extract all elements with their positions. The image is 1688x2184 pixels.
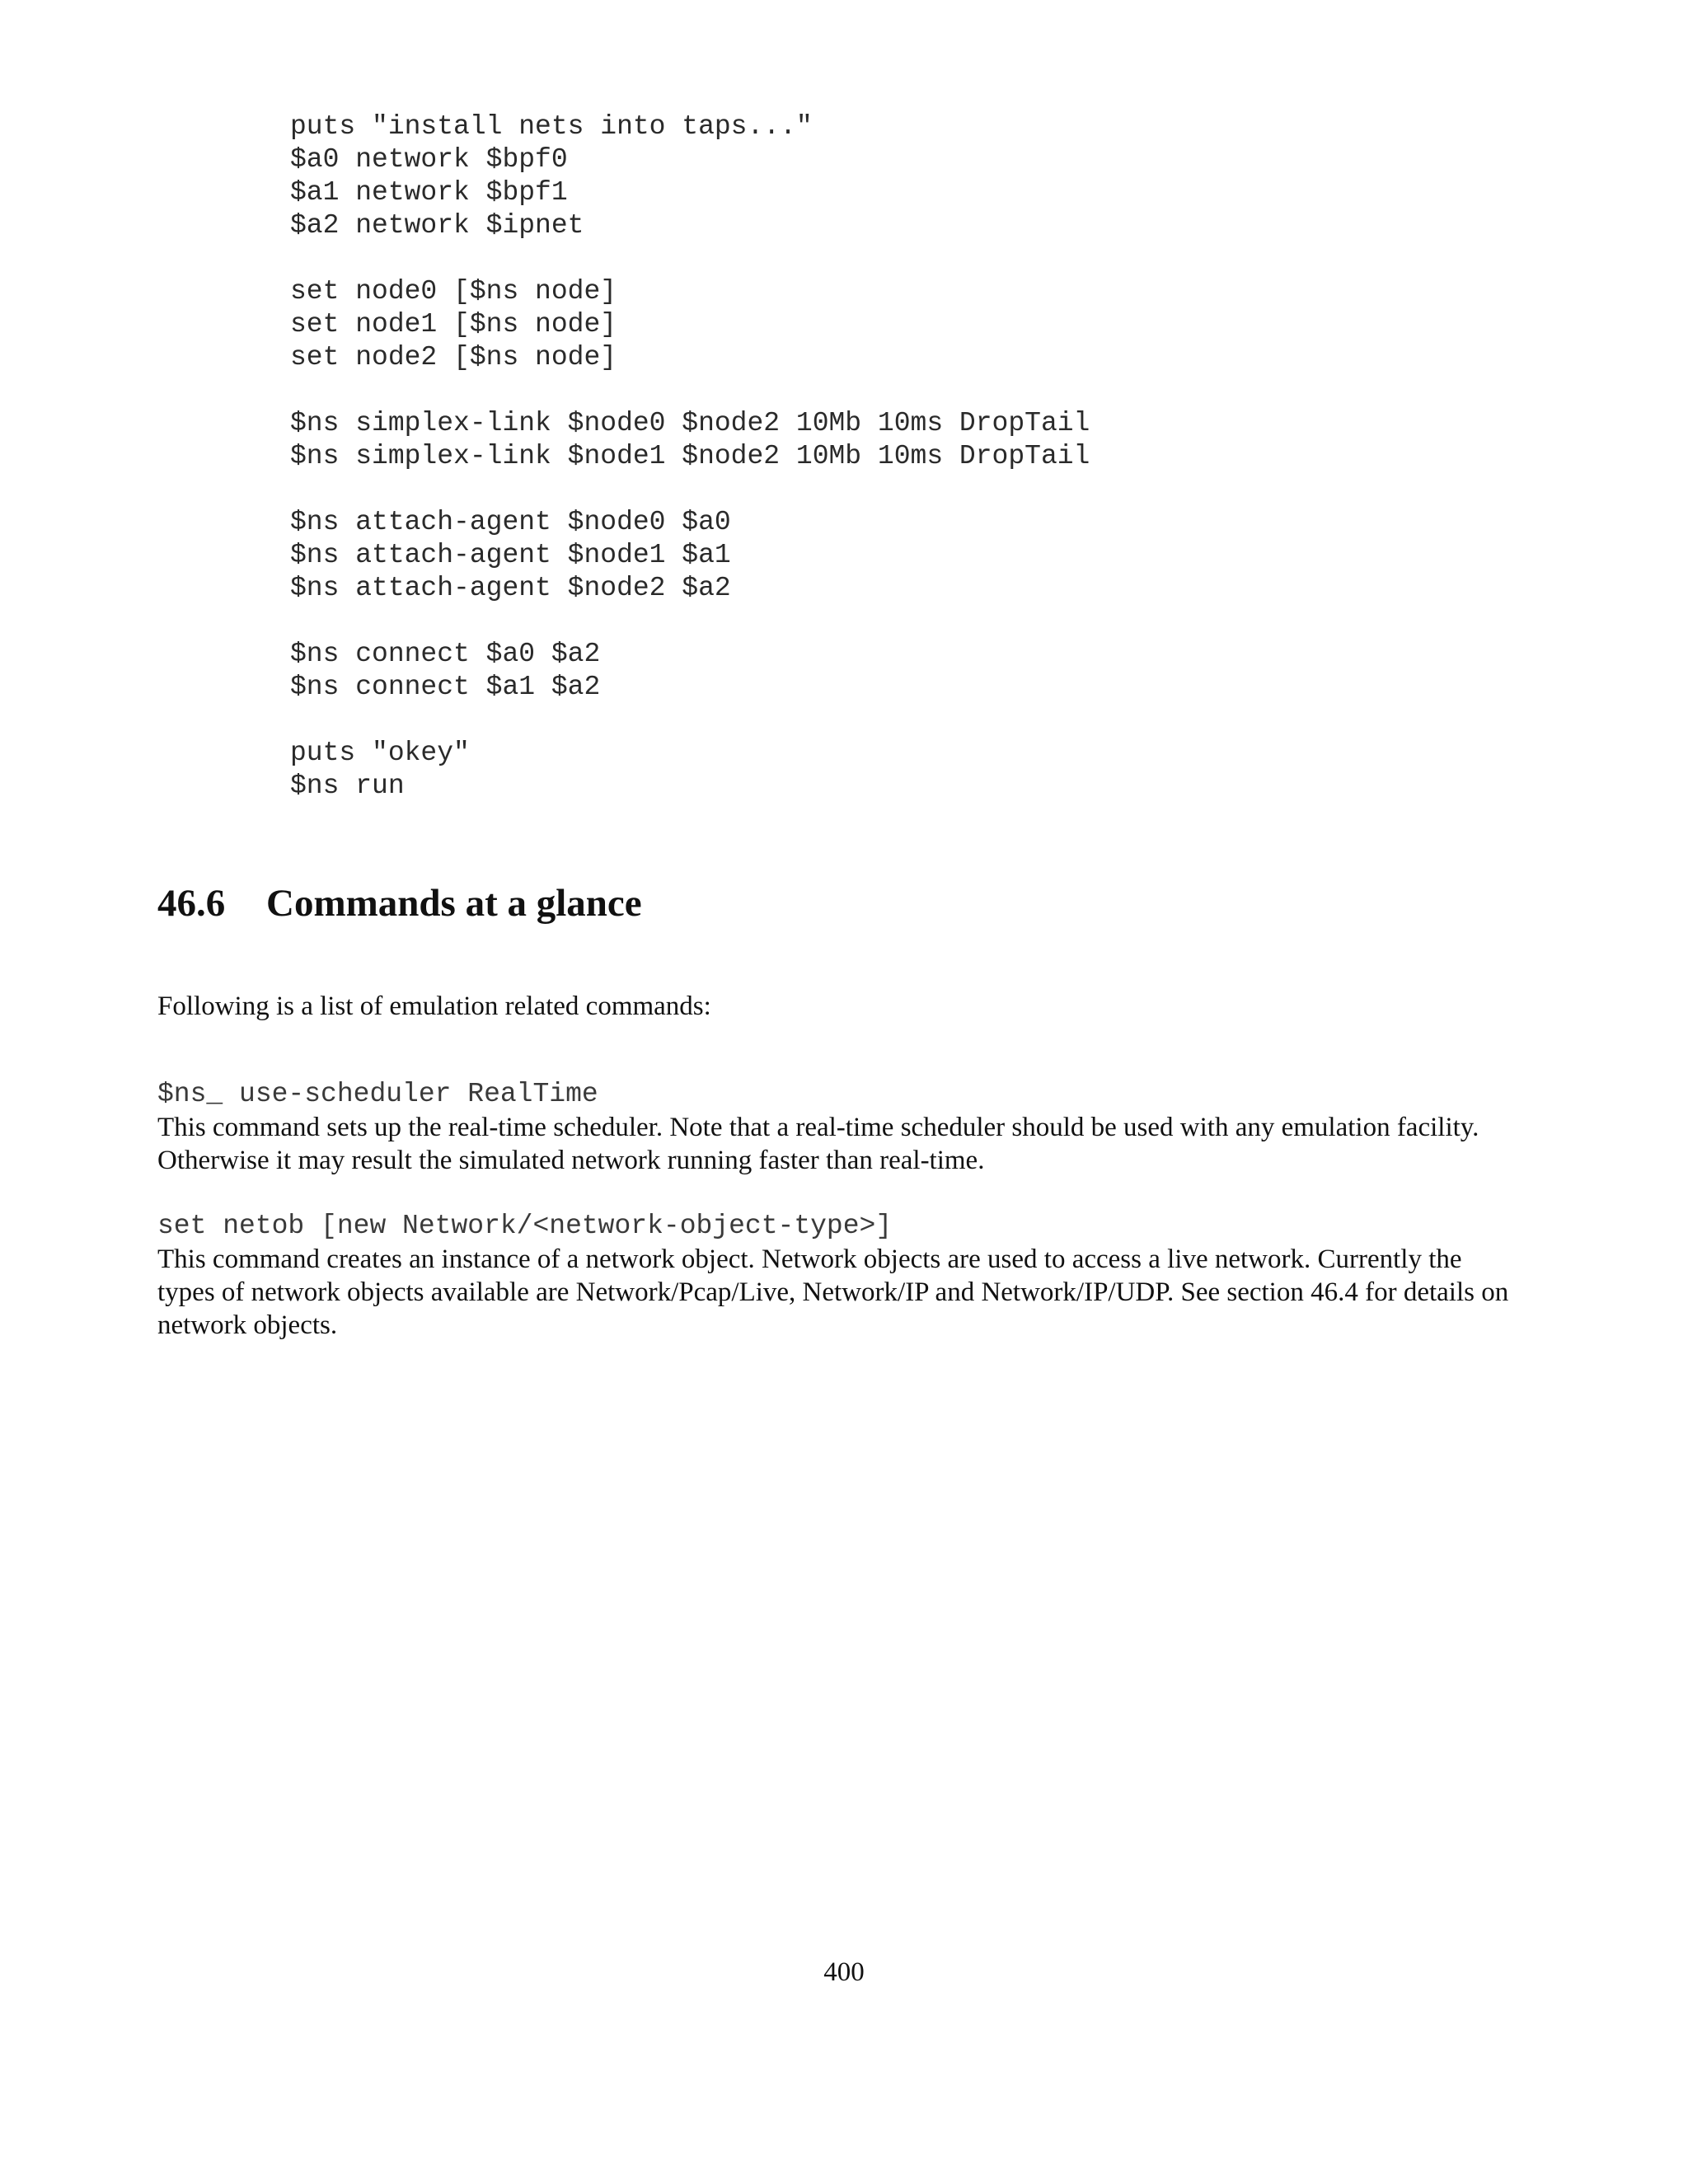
code-line <box>290 374 1090 407</box>
code-line: $a1 network $bpf1 <box>290 177 568 208</box>
command-code: set netob [new Network/<network-object-type>] <box>157 1211 893 1241</box>
code-line <box>290 473 1090 506</box>
code-line: $ns simplex-link $node1 $node2 10Mb 10ms DropTail <box>290 441 1090 471</box>
code-line: puts "install nets into taps..." <box>290 111 813 142</box>
code-line: $a0 network $bpf0 <box>290 144 568 175</box>
command-code: $ns_ use-scheduler RealTime <box>157 1079 598 1109</box>
section-title: Commands at a glance <box>266 882 642 925</box>
command-description: This command sets up the real-time scheduler. Note that a real-time scheduler should be used with any emulation facility. Otherwise it may result the simulated network running faster than real-time. <box>157 1113 1479 1175</box>
code-line: $ns simplex-link $node0 $node2 10Mb 10ms DropTail <box>290 408 1090 438</box>
command-entry <box>157 1210 1526 1342</box>
section-heading <box>157 880 642 926</box>
code-line: puts "okey" <box>290 738 470 768</box>
code-line <box>290 605 1090 638</box>
code-line: $ns attach-agent $node2 $a2 <box>290 573 731 603</box>
section-number: 46.6 <box>157 882 226 925</box>
code-line: set node1 [$ns node] <box>290 309 617 340</box>
code-line: $ns attach-agent $node0 $a0 <box>290 507 731 537</box>
code-line <box>290 242 1090 275</box>
code-line: $ns connect $a1 $a2 <box>290 672 601 702</box>
command-description: This command creates an instance of a network object. Network objects are used to access a live network. Currently the types of network objects available are Network/Pcap/Live, Network/IP and Network/IP/UDP. See section 46.4 for details on network objects. <box>157 1244 1509 1340</box>
code-line <box>290 704 1090 737</box>
code-line: $ns connect $a0 $a2 <box>290 639 601 669</box>
code-line: $ns attach-agent $node1 $a1 <box>290 540 731 570</box>
command-entry <box>157 1078 1526 1177</box>
code-line: $a2 network $ipnet <box>290 210 584 241</box>
code-line: $ns run <box>290 771 405 801</box>
code-line: set node2 [$ns node] <box>290 342 617 373</box>
intro-paragraph: Following is a list of emulation related commands: <box>157 991 711 1021</box>
code-line: set node0 [$ns node] <box>290 276 617 307</box>
code-listing <box>290 110 1090 803</box>
page-number: 400 <box>823 1957 865 1987</box>
